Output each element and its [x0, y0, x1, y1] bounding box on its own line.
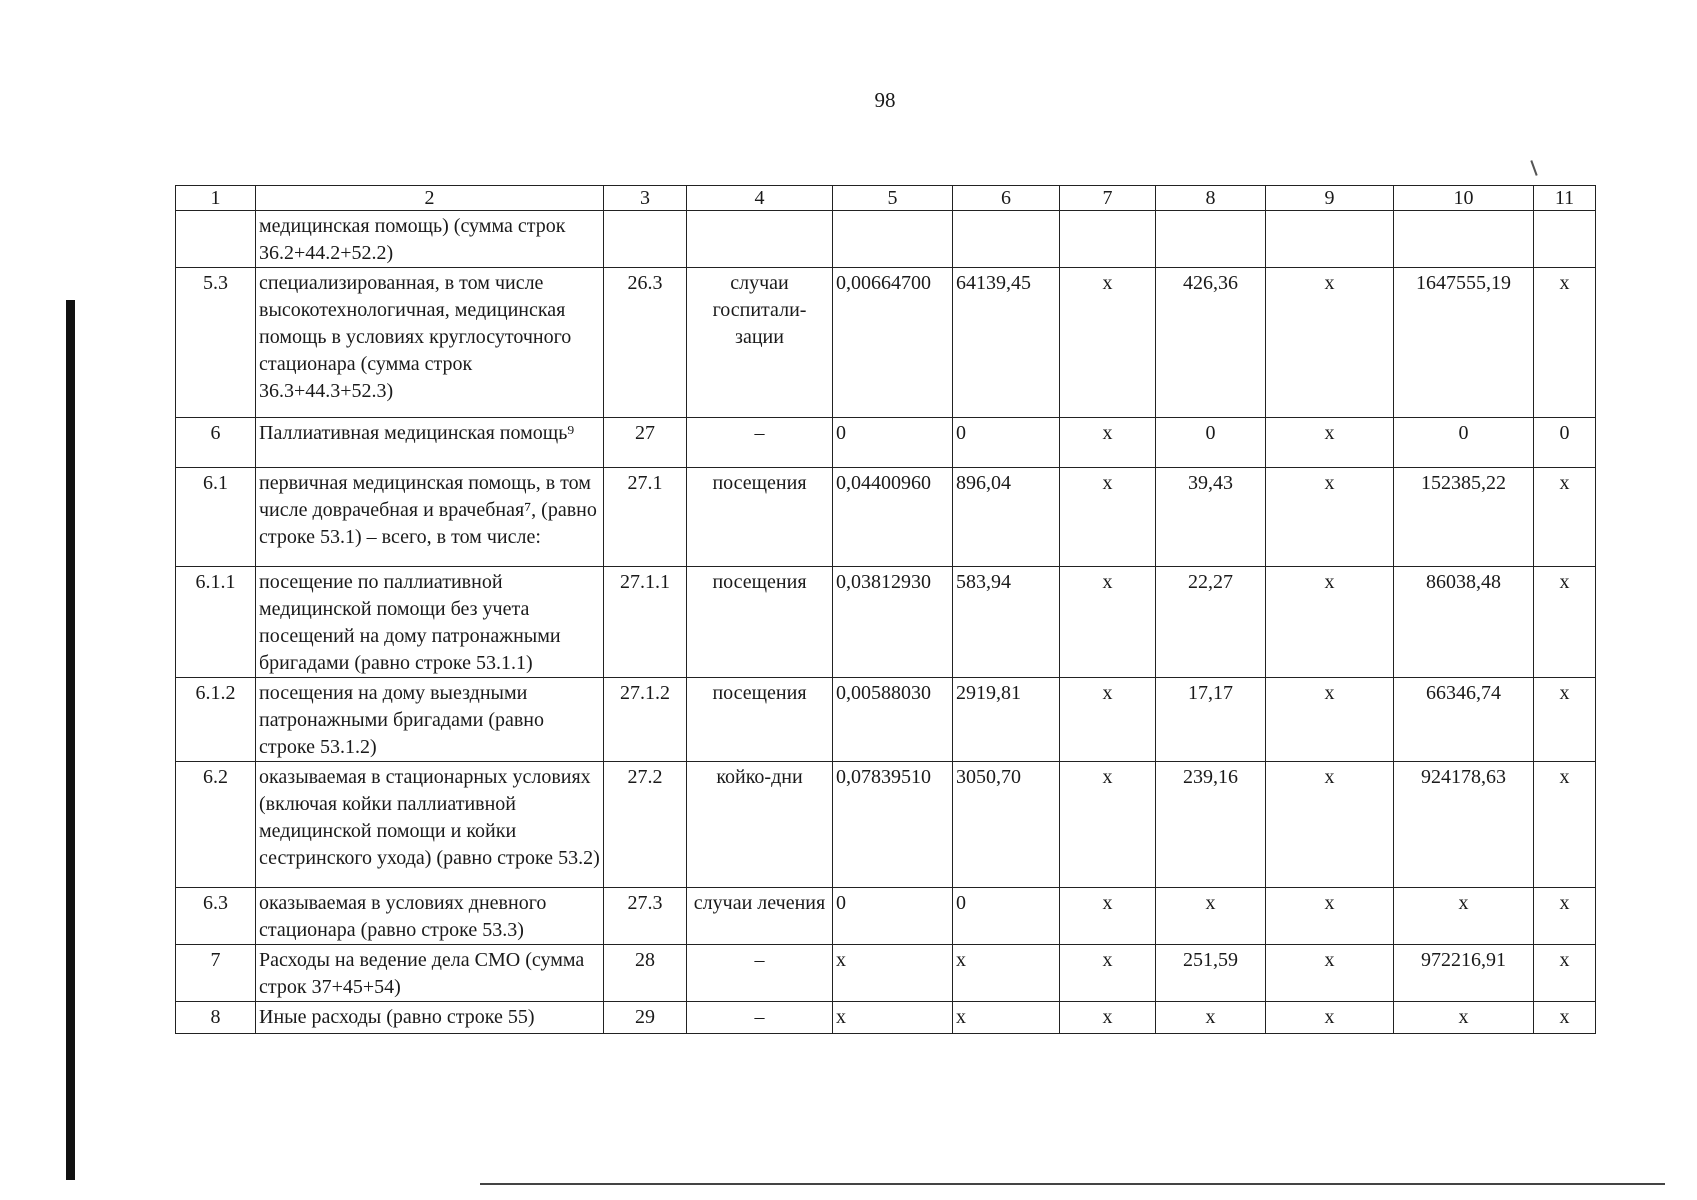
row-name-cell: Расходы на ведение дела СМО (сумма строк 37+45+54): [256, 945, 604, 1002]
col6-cell: х: [953, 1002, 1060, 1034]
col8-cell: [1156, 211, 1266, 268]
col6-cell: 0: [953, 418, 1060, 468]
row-number-cell: 6.3: [176, 888, 256, 945]
row-code-cell: 28: [604, 945, 687, 1002]
col11-cell: х: [1534, 945, 1596, 1002]
col11-cell: х: [1534, 678, 1596, 762]
col7-cell: х: [1060, 567, 1156, 678]
column-header-9: 9: [1266, 186, 1394, 211]
col6-cell: 0: [953, 888, 1060, 945]
col9-cell: [1266, 211, 1394, 268]
col9-cell: х: [1266, 762, 1394, 888]
row-number-cell: 6.1: [176, 468, 256, 567]
col10-cell: 152385,22: [1394, 468, 1534, 567]
col8-cell: х: [1156, 1002, 1266, 1034]
column-header-10: 10: [1394, 186, 1534, 211]
row-name-cell: первичная медицинская помощь, в том числе доврачебная и врачебная⁷, (равно строке 53.1) – всего, в том числе:: [256, 468, 604, 567]
col6-cell: 2919,81: [953, 678, 1060, 762]
col7-cell: х: [1060, 945, 1156, 1002]
col9-cell: х: [1266, 418, 1394, 468]
col5-cell: 0: [833, 418, 953, 468]
col11-cell: 0: [1534, 418, 1596, 468]
col10-cell: 86038,48: [1394, 567, 1534, 678]
table-row: [176, 1002, 1596, 1034]
col7-cell: [1060, 211, 1156, 268]
col10-cell: х: [1394, 1002, 1534, 1034]
row-unit-cell: –: [687, 418, 833, 468]
row-code-cell: 27: [604, 418, 687, 468]
col6-cell: х: [953, 945, 1060, 1002]
row-number-cell: 6.2: [176, 762, 256, 888]
row-name-cell: медицинская помощь) (сумма строк 36.2+44.2+52.2): [256, 211, 604, 268]
col5-cell: [833, 211, 953, 268]
row-number-cell: 7: [176, 945, 256, 1002]
row-unit-cell: [687, 211, 833, 268]
bottom-rule: [480, 1183, 1665, 1185]
column-header-5: 5: [833, 186, 953, 211]
col9-cell: х: [1266, 888, 1394, 945]
page-number: 98: [874, 88, 896, 112]
col7-cell: х: [1060, 678, 1156, 762]
row-unit-cell: койко-дни: [687, 762, 833, 888]
col8-cell: 39,43: [1156, 468, 1266, 567]
column-header-2: 2: [256, 186, 604, 211]
row-name-cell: посещения на дому выездными патронажными бригадами (равно строке 53.1.2): [256, 678, 604, 762]
table-header-row: [176, 186, 1596, 211]
row-name-cell: оказываемая в условиях дневного стационара (равно строке 53.3): [256, 888, 604, 945]
row-code-cell: 27.1: [604, 468, 687, 567]
col11-cell: х: [1534, 762, 1596, 888]
col9-cell: х: [1266, 945, 1394, 1002]
col11-cell: х: [1534, 468, 1596, 567]
col10-cell: х: [1394, 888, 1534, 945]
col10-cell: [1394, 211, 1534, 268]
col10-cell: 1647555,19: [1394, 268, 1534, 418]
col5-cell: 0,00588030: [833, 678, 953, 762]
col5-cell: 0: [833, 888, 953, 945]
col8-cell: 239,16: [1156, 762, 1266, 888]
col7-cell: х: [1060, 888, 1156, 945]
col9-cell: х: [1266, 468, 1394, 567]
row-unit-cell: –: [687, 1002, 833, 1034]
column-header-11: 11: [1534, 186, 1596, 211]
row-unit-cell: посещения: [687, 468, 833, 567]
table-row: [176, 268, 1596, 418]
col11-cell: х: [1534, 888, 1596, 945]
column-header-1: 1: [176, 186, 256, 211]
col8-cell: 251,59: [1156, 945, 1266, 1002]
row-number-cell: 5.3: [176, 268, 256, 418]
col6-cell: 896,04: [953, 468, 1060, 567]
row-number-cell: 6.1.1: [176, 567, 256, 678]
row-unit-cell: посещения: [687, 567, 833, 678]
row-name-cell: Иные расходы (равно строке 55): [256, 1002, 604, 1034]
row-name-cell: Паллиативная медицинская помощь⁹: [256, 418, 604, 468]
col11-cell: [1534, 211, 1596, 268]
row-unit-cell: случаи госпитали-зации: [687, 268, 833, 418]
col9-cell: х: [1266, 1002, 1394, 1034]
col6-cell: 64139,45: [953, 268, 1060, 418]
row-number-cell: 6: [176, 418, 256, 468]
table-row: [176, 945, 1596, 1002]
row-code-cell: 27.1.2: [604, 678, 687, 762]
row-number-cell: [176, 211, 256, 268]
row-code-cell: [604, 211, 687, 268]
col7-cell: х: [1060, 1002, 1156, 1034]
row-code-cell: 27.2: [604, 762, 687, 888]
col5-cell: 0,04400960: [833, 468, 953, 567]
col11-cell: х: [1534, 1002, 1596, 1034]
row-code-cell: 27.1.1: [604, 567, 687, 678]
col9-cell: х: [1266, 678, 1394, 762]
column-header-6: 6: [953, 186, 1060, 211]
table-row: [176, 567, 1596, 678]
row-name-cell: оказываемая в стационарных условиях (включая койки паллиативной медицинской помощи и койки сестринского ухода) (равно строке 53.2): [256, 762, 604, 888]
col10-cell: 924178,63: [1394, 762, 1534, 888]
col10-cell: 972216,91: [1394, 945, 1534, 1002]
col8-cell: 22,27: [1156, 567, 1266, 678]
col6-cell: [953, 211, 1060, 268]
col7-cell: х: [1060, 468, 1156, 567]
col5-cell: 0,07839510: [833, 762, 953, 888]
col8-cell: 0: [1156, 418, 1266, 468]
col9-cell: х: [1266, 268, 1394, 418]
col8-cell: 426,36: [1156, 268, 1266, 418]
table-row: [176, 468, 1596, 567]
col11-cell: х: [1534, 268, 1596, 418]
col5-cell: х: [833, 1002, 953, 1034]
col6-cell: 583,94: [953, 567, 1060, 678]
col9-cell: х: [1266, 567, 1394, 678]
col7-cell: х: [1060, 762, 1156, 888]
table-row: [176, 762, 1596, 888]
column-header-4: 4: [687, 186, 833, 211]
table-row: [176, 211, 1596, 268]
table-row: [176, 418, 1596, 468]
row-unit-cell: посещения: [687, 678, 833, 762]
table-row: [176, 888, 1596, 945]
scan-mark: [1530, 160, 1537, 176]
row-code-cell: 27.3: [604, 888, 687, 945]
row-name-cell: специализированная, в том числе высокотехнологичная, медицинская помощь в условиях круглосуточного стационара (сумма строк 36.3+44.3+52.3): [256, 268, 604, 418]
row-unit-cell: случаи лечения: [687, 888, 833, 945]
row-number-cell: 6.1.2: [176, 678, 256, 762]
column-header-7: 7: [1060, 186, 1156, 211]
row-unit-cell: –: [687, 945, 833, 1002]
data-table: [175, 185, 1596, 1034]
col10-cell: 0: [1394, 418, 1534, 468]
row-code-cell: 26.3: [604, 268, 687, 418]
col5-cell: х: [833, 945, 953, 1002]
col7-cell: х: [1060, 418, 1156, 468]
row-code-cell: 29: [604, 1002, 687, 1034]
col5-cell: 0,03812930: [833, 567, 953, 678]
row-number-cell: 8: [176, 1002, 256, 1034]
col8-cell: х: [1156, 888, 1266, 945]
col5-cell: 0,00664700: [833, 268, 953, 418]
column-header-3: 3: [604, 186, 687, 211]
col8-cell: 17,17: [1156, 678, 1266, 762]
column-header-8: 8: [1156, 186, 1266, 211]
col7-cell: х: [1060, 268, 1156, 418]
col11-cell: х: [1534, 567, 1596, 678]
col6-cell: 3050,70: [953, 762, 1060, 888]
row-name-cell: посещение по паллиативной медицинской помощи без учета посещений на дому патронажными бригадами (равно строке 53.1.1): [256, 567, 604, 678]
table-row: [176, 678, 1596, 762]
col10-cell: 66346,74: [1394, 678, 1534, 762]
scan-edge-bar: [66, 300, 75, 1180]
